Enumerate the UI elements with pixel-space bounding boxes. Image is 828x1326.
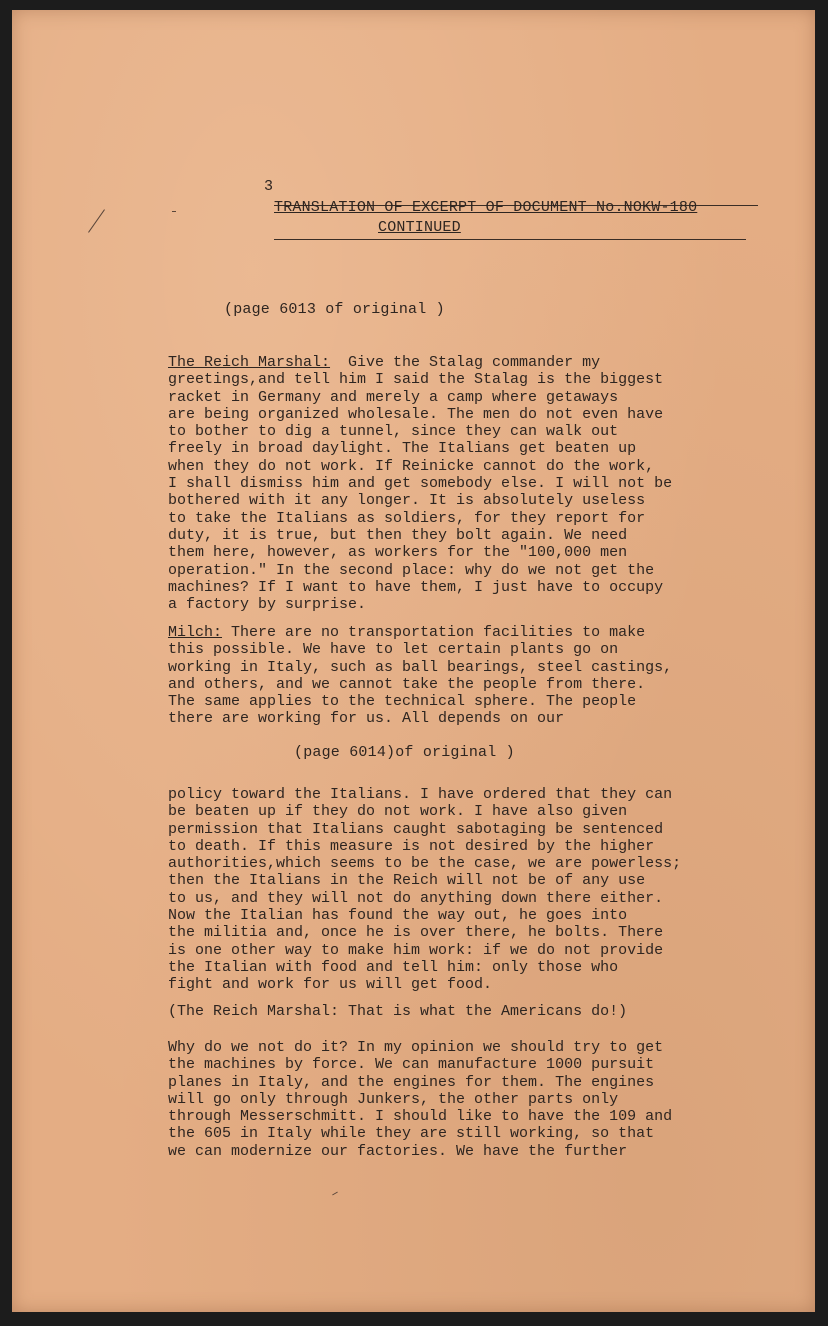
paragraph-line: freely in broad daylight. The Italians get beaten up <box>168 440 637 458</box>
paragraph-line: permission that Italians caught sabotaging be sentenced <box>168 820 664 838</box>
paragraph-line: is one other way to make him work: if we do not provide <box>168 941 664 959</box>
paragraph-line: the machines by force. We can manufacture 1000 pursuit <box>168 1056 655 1074</box>
paragraph-line: authorities,which seems to be the case, we are powerless; <box>168 855 682 873</box>
paragraph-continued <box>168 786 681 994</box>
paragraph-line: to take the Italians as soldiers, for they report for <box>168 509 646 527</box>
paragraph-line: working in Italy, such as ball bearings, steel castings, <box>168 658 673 676</box>
paragraph-final <box>168 1039 672 1160</box>
paragraph-line: There are no transportation facilities to make <box>222 624 646 641</box>
paragraph-line: and others, and we cannot take the people from there. <box>168 675 646 693</box>
paragraph-line: through Messerschmitt. I should like to have the 109 and <box>168 1108 673 1126</box>
paragraph-line: machines? If I want to have them, I just have to occupy <box>168 578 664 596</box>
document-subtitle: CONTINUED <box>378 219 461 236</box>
paragraph-line: operation." In the second place: why do we not get the <box>168 561 655 579</box>
paragraph-line: when they do not work. If Reinicke cannot do the work, <box>168 457 655 475</box>
paragraph-line: bothered with it any longer. It is absolutely useless <box>168 492 646 510</box>
speaker-label: The Reich Marshal: <box>168 354 331 371</box>
paragraph-line: we can modernize our factories. We have the further <box>168 1142 628 1160</box>
paragraph-line: this possible. We have to let certain plants go on <box>168 641 619 659</box>
page-reference-6013: (page 6013 of original ) <box>224 301 445 318</box>
paragraph-milch <box>168 624 672 728</box>
document-title: TRANSLATION OF EXCERPT OF DOCUMENT No.NOKW-180 <box>274 199 698 216</box>
stray-mark <box>332 1192 338 1196</box>
paragraph-line: to death. If this measure is not desired by the higher <box>168 837 655 855</box>
paragraph-line: will go only through Junkers, the other parts only <box>168 1090 619 1108</box>
paragraph-line: Give the Stalag commander my <box>330 354 601 371</box>
paragraph-line: to us, and they will not do anything down there either. <box>168 889 664 907</box>
paragraph-line: policy toward the Italians. I have ordered that they can <box>168 786 673 803</box>
paragraph-line: are being organized wholesale. The men do not even have <box>168 405 664 423</box>
paragraph-line: to bother to dig a tunnel, since they can walk out <box>168 423 619 441</box>
paragraph-interjection <box>168 1003 627 1020</box>
paragraph-line: fight and work for us will get food. <box>168 976 493 994</box>
paragraph-line: (The Reich Marshal: That is what the Americans do!) <box>168 1003 628 1020</box>
paragraph-line: be beaten up if they do not work. I have also given <box>168 803 628 821</box>
paragraph-line: the militia and, once he is over there, he bolts. There <box>168 924 664 942</box>
paragraph-line: them here, however, as workers for the "100,000 men <box>168 544 628 562</box>
paragraph-reich-marshal <box>168 354 672 613</box>
paragraph-line: Now the Italian has found the way out, he goes into <box>168 907 628 925</box>
paragraph-line: the Italian with food and tell him: only those who <box>168 958 619 976</box>
paragraph-line: I shall dismiss him and get somebody else. I will not be <box>168 475 673 493</box>
paragraph-line: a factory by surprise. <box>168 596 367 614</box>
pencil-tick-mark <box>88 209 105 233</box>
paragraph-line: the 605 in Italy while they are still working, so that <box>168 1125 655 1143</box>
paragraph-line: there are working for us. All depends on our <box>168 710 565 728</box>
document-page <box>12 10 815 1312</box>
paragraph-line: then the Italians in the Reich will not be of any use <box>168 872 646 890</box>
paragraph-line: The same applies to the technical sphere. The people <box>168 693 637 711</box>
header-rule-bottom <box>274 239 746 240</box>
paragraph-line: duty, it is true, but then they bolt again. We need <box>168 526 628 544</box>
page-reference-6014: (page 6014)of original ) <box>294 744 515 761</box>
page-number: 3 <box>264 178 274 195</box>
paragraph-line: racket in Germany and merely a camp where getaways <box>168 388 619 406</box>
paragraph-line: Why do we not do it? In my opinion we should try to get <box>168 1039 664 1056</box>
paragraph-line: planes in Italy, and the engines for them. The engines <box>168 1073 655 1091</box>
paragraph-line: greetings,and tell him I said the Stalag is the biggest <box>168 371 664 389</box>
speaker-label: Milch: <box>168 624 223 641</box>
pencil-dash-mark <box>172 211 176 212</box>
